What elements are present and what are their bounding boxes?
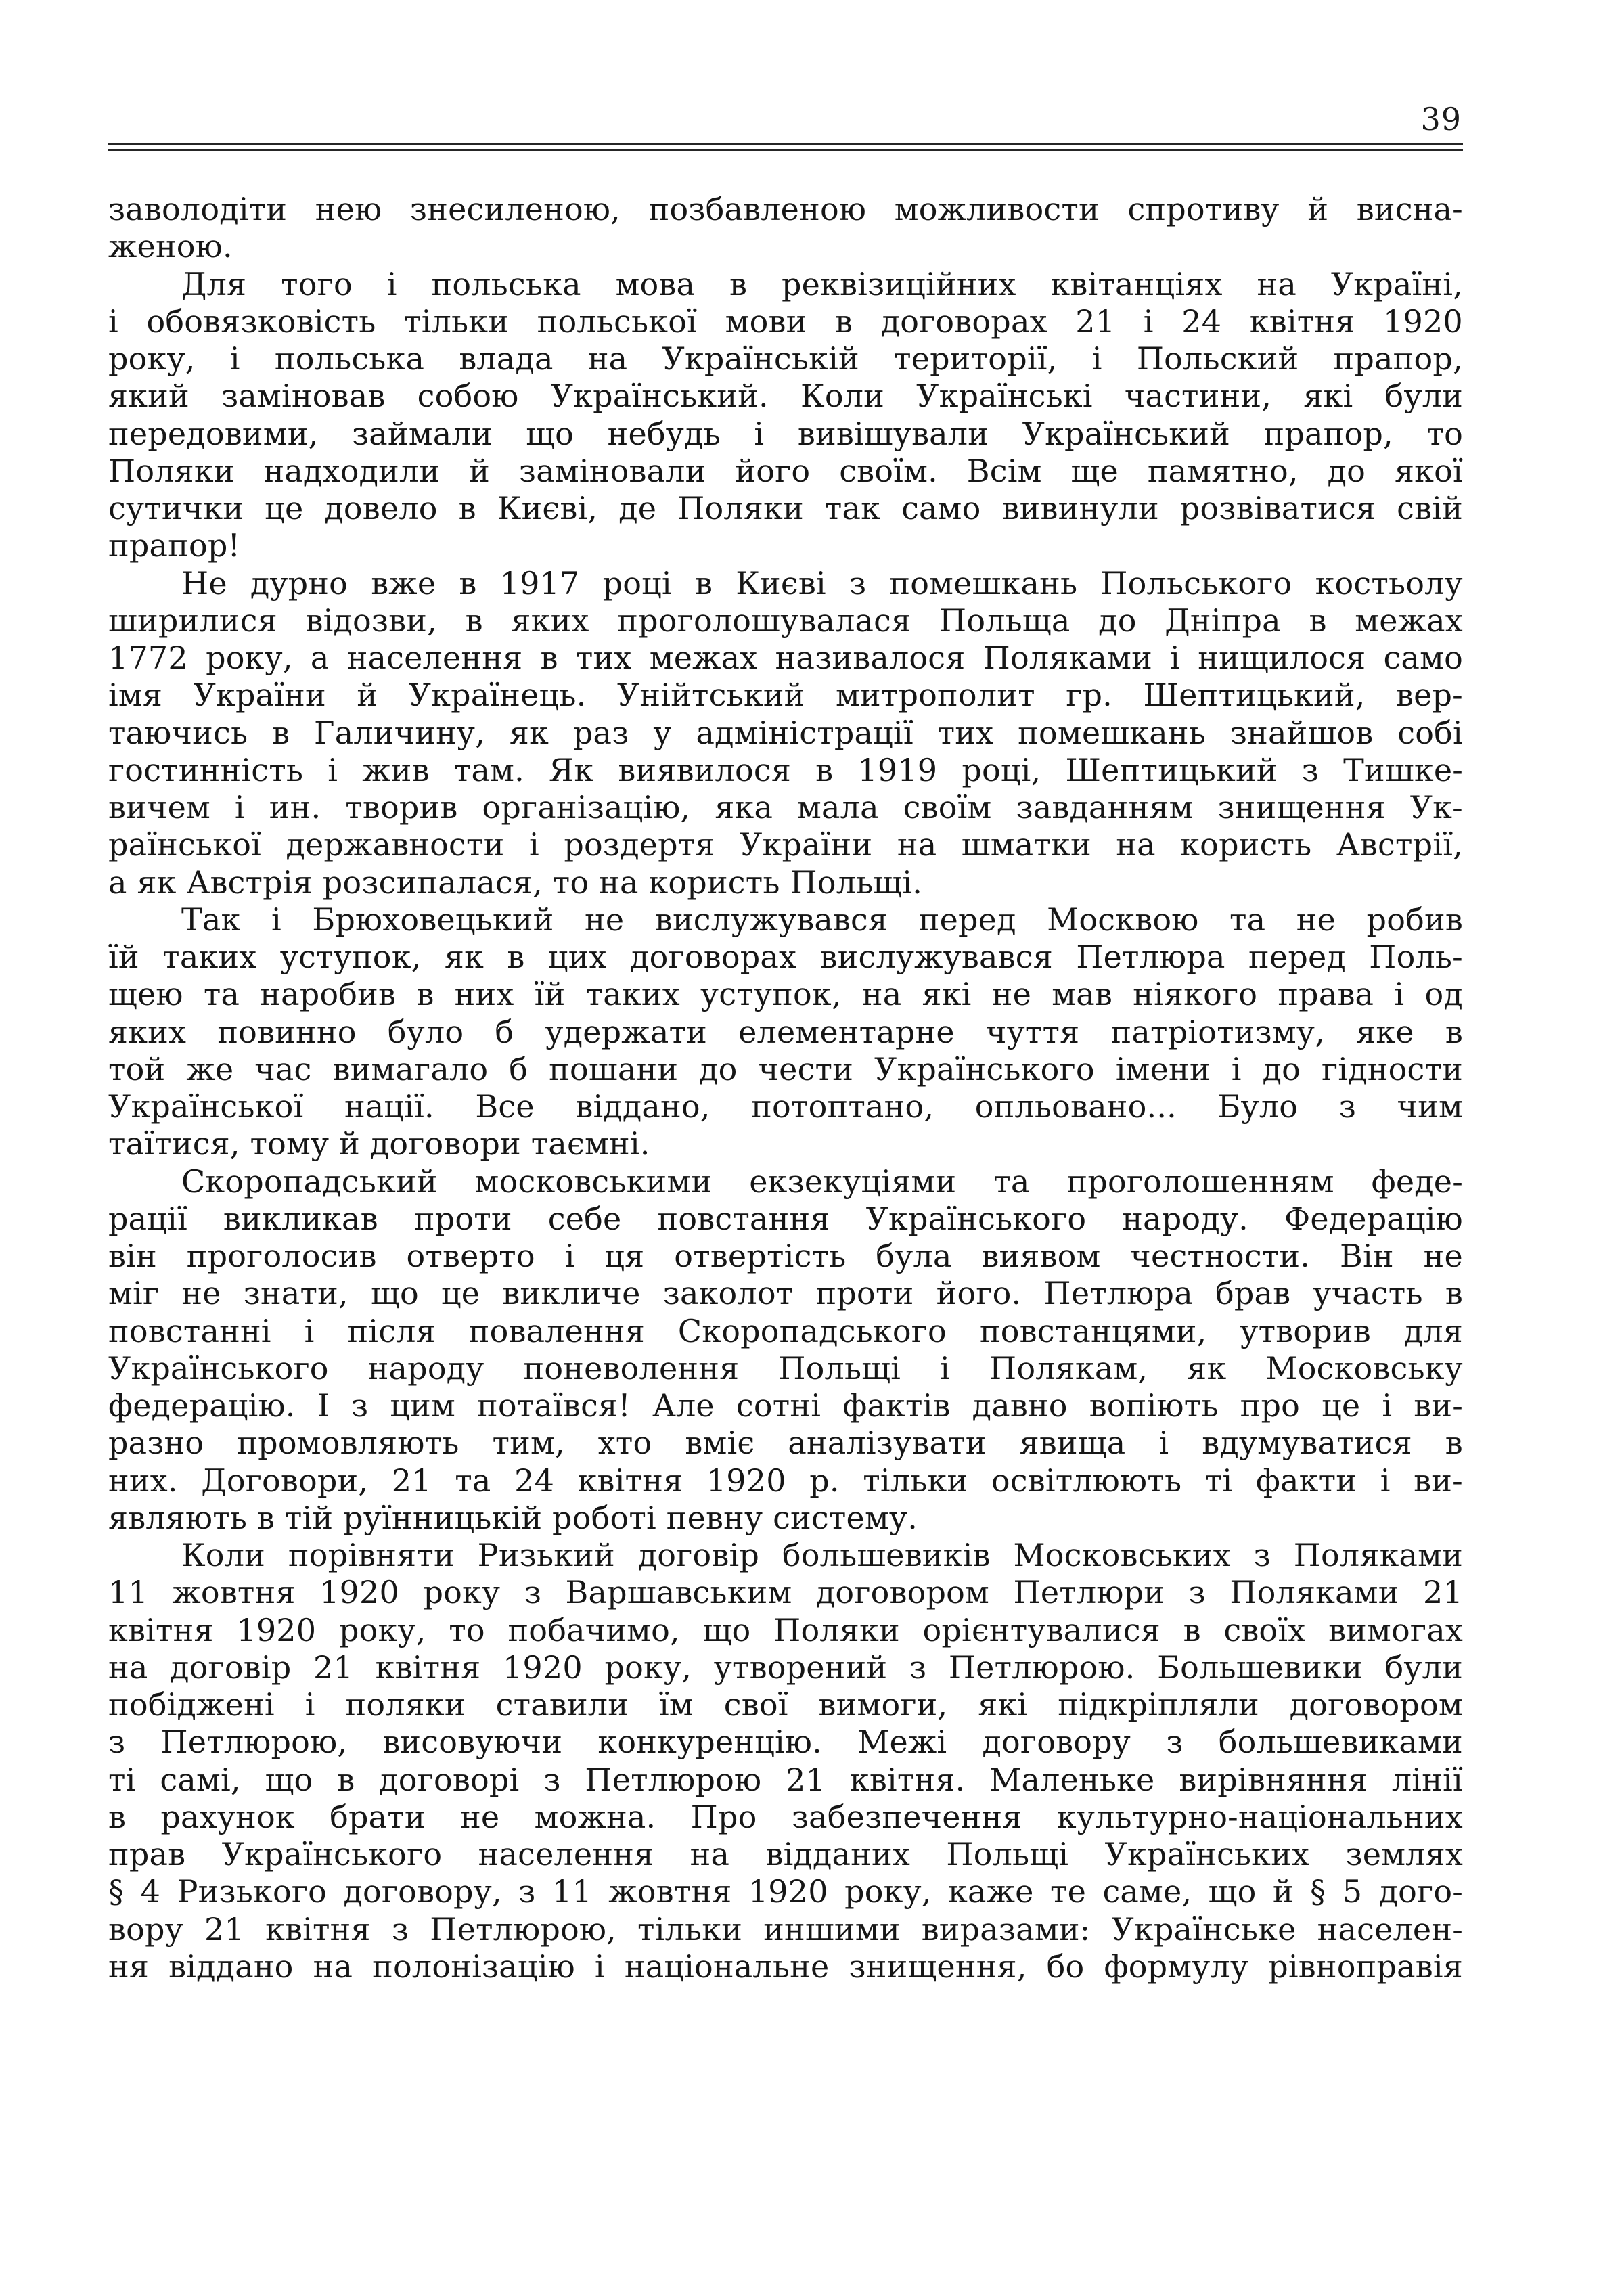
text-line: Не дурно вже в 1917 році в Києві з помешкань Польського костьолу bbox=[181, 564, 1463, 602]
text-line: Так і Брюховецький не вислужувався перед Москвою та не робив bbox=[181, 901, 1463, 938]
text-line: побіджені і поляки ставили їм свої вимоги, які підкріпляли договором bbox=[108, 1686, 1463, 1723]
text-line: Поляки надходили й заміновали його своїм. Всім ще памятно, до якої bbox=[108, 452, 1463, 489]
text-line: 1772 року, а населення в тих межах називалося Поляками і нищилося само bbox=[108, 639, 1463, 676]
text-line: щею та наробив в них їй таких уступок, на які не мав ніякого права і од bbox=[108, 976, 1463, 1013]
text-line: міг не знати, що це викличе заколот проти його. Петлюра брав участь в bbox=[108, 1275, 1463, 1312]
text-line: разно промовляють тим, хто вміє аналізувати явища і вдумуватися в bbox=[108, 1424, 1463, 1462]
text-line: Скоропадський московськими екзекуціями та проголошенням феде- bbox=[181, 1163, 1463, 1200]
header-rule-line-top bbox=[108, 143, 1463, 145]
text-line: § 4 Ризького договору, з 11 жовтня 1920 року, каже те саме, що й § 5 дого- bbox=[108, 1873, 1463, 1910]
text-line: квітня 1920 року, то побачимо, що Поляки орієнтувалися в своїх вимогах bbox=[108, 1611, 1463, 1648]
text-line: передовими, займали що небудь і вивішували Український прапор, то bbox=[108, 415, 1463, 452]
text-line: він проголосив отверто і ця отвертість була виявом честности. Він не bbox=[108, 1238, 1463, 1274]
page-number: 39 bbox=[1420, 101, 1462, 137]
text-line: ширилися відозви, в яких проголошувалася Польща до Дніпра в межах bbox=[108, 602, 1463, 639]
text-line: яких повинно було б удержати елементарне чуття патріотизму, яке в bbox=[108, 1013, 1463, 1050]
text-line: року, і польська влада на Українській території, і Польский прапор, bbox=[108, 340, 1463, 377]
body-text bbox=[108, 191, 1463, 1985]
text-line: на договір 21 квітня 1920 року, утворений з Петлюрою. Большевики були bbox=[108, 1648, 1463, 1686]
text-line: женою. bbox=[108, 228, 233, 265]
text-line: Коли порівняти Ризький договір большевиків Московських з Поляками bbox=[181, 1537, 1463, 1573]
text-line: а як Австрія розсипалася, то на користь Польщі. bbox=[108, 863, 923, 901]
text-line: 11 жовтня 1920 року з Варшавським договором Петлюри з Поляками 21 bbox=[108, 1574, 1463, 1611]
text-line: заволодіти нею знесиленою, позбавленою можливости спротиву й висна- bbox=[108, 191, 1463, 227]
text-line: них. Договори, 21 та 24 квітня 1920 р. тільки освітлюють ті факти і ви- bbox=[108, 1462, 1463, 1499]
text-line: Української нації. Все віддано, потоптано, опльовано... Було з чим bbox=[108, 1088, 1463, 1125]
text-line: таючись в Галичину, як раз у адміністрації тих помешкань знайшов собі bbox=[108, 714, 1463, 751]
text-line: ті самі, що в договорі з Петлюрою 21 квітня. Маленьке вирівняння лінії bbox=[108, 1761, 1463, 1798]
text-line: рації викликав проти себе повстання Українського народу. Федерацію bbox=[108, 1200, 1463, 1237]
text-line: прапор! bbox=[108, 527, 241, 564]
text-line: таїтися, тому й договори таємні. bbox=[108, 1125, 650, 1163]
text-line: з Петлюрою, висовуючи конкуренцію. Межі договору з большевиками bbox=[108, 1724, 1463, 1761]
text-line: і обовязковість тільки польської мови в договорах 21 і 24 квітня 1920 bbox=[108, 302, 1463, 340]
text-line: Для того і польська мова в реквізиційних квітанціях на Україні, bbox=[181, 265, 1463, 302]
text-line: імя України й Українець. Унійтський митрополит гр. Шептицький, вер- bbox=[108, 677, 1463, 714]
text-line: повстанні і після повалення Скоропадського повстанцями, утворив для bbox=[108, 1312, 1463, 1349]
text-line: прав Українського населення на відданих Польщі Українських землях bbox=[108, 1836, 1463, 1872]
text-line: гостинність і жив там. Як виявилося в 1919 році, Шептицький з Тишке- bbox=[108, 751, 1463, 788]
text-line: ня віддано на полонізацію і національне знищення, бо формулу рівноправія bbox=[108, 1948, 1463, 1985]
header-double-rule bbox=[108, 143, 1463, 156]
text-line: раїнської державности і роздертя України на шматки на користь Австрії, bbox=[108, 826, 1463, 863]
text-line: в рахунок брати не можна. Про забезпечення культурно-національних bbox=[108, 1798, 1463, 1835]
text-line: який заміновав собою Український. Коли Українські частини, які були bbox=[108, 378, 1463, 415]
text-line: їй таких уступок, як в цих договорах вислужувався Петлюра перед Поль- bbox=[108, 939, 1463, 975]
text-line: вичем і ин. творив організацію, яка мала своїм завданням знищення Ук- bbox=[108, 789, 1463, 826]
text-line: той же час вимагало б пошани до чести Українського імени і до гідности bbox=[108, 1050, 1463, 1087]
text-line: Українського народу поневолення Польщі і Полякам, як Московську bbox=[108, 1349, 1463, 1387]
text-line: вору 21 квітня з Петлюрою, тільки иншими виразами: Українське населен- bbox=[108, 1910, 1463, 1948]
text-line: федерацію. І з цим потаївся! Але сотні фактів давно вопіють про це і ви- bbox=[108, 1387, 1463, 1424]
text-line: являють в тій руїнницькій роботі певну систему. bbox=[108, 1499, 918, 1536]
text-line: сутички це довело в Києві, де Поляки так само вивинули розвіватися свій bbox=[108, 490, 1463, 526]
header-rule-line-bottom bbox=[108, 149, 1463, 151]
